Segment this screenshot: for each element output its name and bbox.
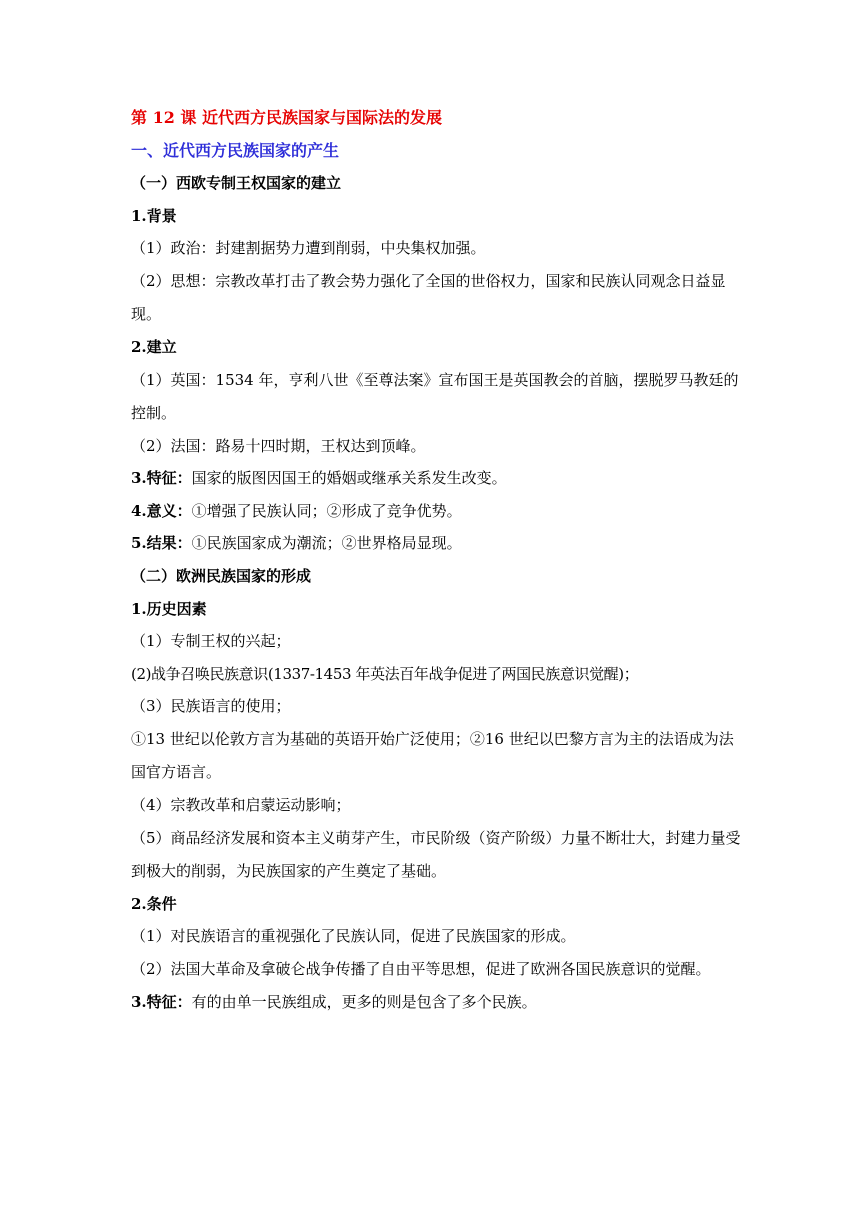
- paragraph: ①13 世纪以伦敦方言为基础的英语开始广泛使用；②16 世纪以巴黎方言为主的法语成为法国官方语言。: [131, 729, 734, 781]
- meaning-text: ①增强了民族认同；②形成了竞争优势。: [191, 501, 462, 520]
- paragraph: (2)战争召唤民族意识(1337-1453 年英法百年战争促进了两国民族意识觉醒)；: [131, 664, 639, 683]
- paragraph: （2）法国大革命及拿破仑战争传播了自由平等思想，促进了欧洲各国民族意识的觉醒。: [131, 959, 711, 978]
- result-line: [131, 533, 741, 553]
- paragraph: （2）法国：路易十四时期，王权达到顶峰。: [131, 436, 426, 455]
- meaning-line: [131, 501, 741, 521]
- meaning-label: 4.意义：: [131, 501, 192, 520]
- subsection-heading: （二）欧洲民族国家的形成: [131, 566, 312, 585]
- feature-text: 有的由单一民族组成，更多的则是包含了多个民族。: [191, 992, 537, 1011]
- paragraph: （1）英国：1534 年，亨利八世《至尊法案》宣布国王是英国教会的首脑，摆脱罗马教廷的控制。: [131, 370, 739, 422]
- point-heading: 2.条件: [131, 894, 177, 913]
- feature-line: [131, 468, 741, 488]
- result-text: ①民族国家成为潮流；②世界格局显现。: [191, 534, 462, 553]
- feature-label: 3.特征：: [131, 992, 192, 1011]
- paragraph: （3）民族语言的使用；: [131, 697, 291, 716]
- paragraph: （1）政治：封建割据势力遭到削弱，中央集权加强。: [131, 239, 486, 258]
- point-heading: 1.历史因素: [131, 599, 207, 618]
- paragraph: （2）思想：宗教改革打击了教会势力强化了全国的世俗权力，国家和民族认同观念日益显现。: [131, 271, 726, 323]
- point-heading: 2.建立: [131, 337, 177, 356]
- document-page: [131, 108, 741, 1024]
- section-heading: 一、近代西方民族国家的产生: [131, 140, 340, 160]
- paragraph: （1）对民族语言的重视强化了民族认同，促进了民族国家的形成。: [131, 927, 576, 946]
- feature-line: [131, 992, 741, 1012]
- paragraph: （4）宗教改革和启蒙运动影响；: [131, 795, 351, 814]
- result-label: 5.结果：: [131, 534, 192, 553]
- paragraph: （5）商品经济发展和资本主义萌芽产生，市民阶级（资产阶级）力量不断壮大，封建力量受到极大的削弱，为民族国家的产生奠定了基础。: [131, 828, 741, 880]
- paragraph: （1）专制王权的兴起；: [131, 632, 291, 651]
- feature-label: 3.特征：: [131, 469, 192, 488]
- point-heading: 1.背景: [131, 206, 177, 225]
- lesson-title: 第 12 课 近代西方民族国家与国际法的发展: [131, 108, 442, 127]
- subsection-heading: （一）西欧专制王权国家的建立: [131, 174, 342, 193]
- feature-text: 国家的版图因国王的婚姻或继承关系发生改变。: [191, 469, 507, 488]
